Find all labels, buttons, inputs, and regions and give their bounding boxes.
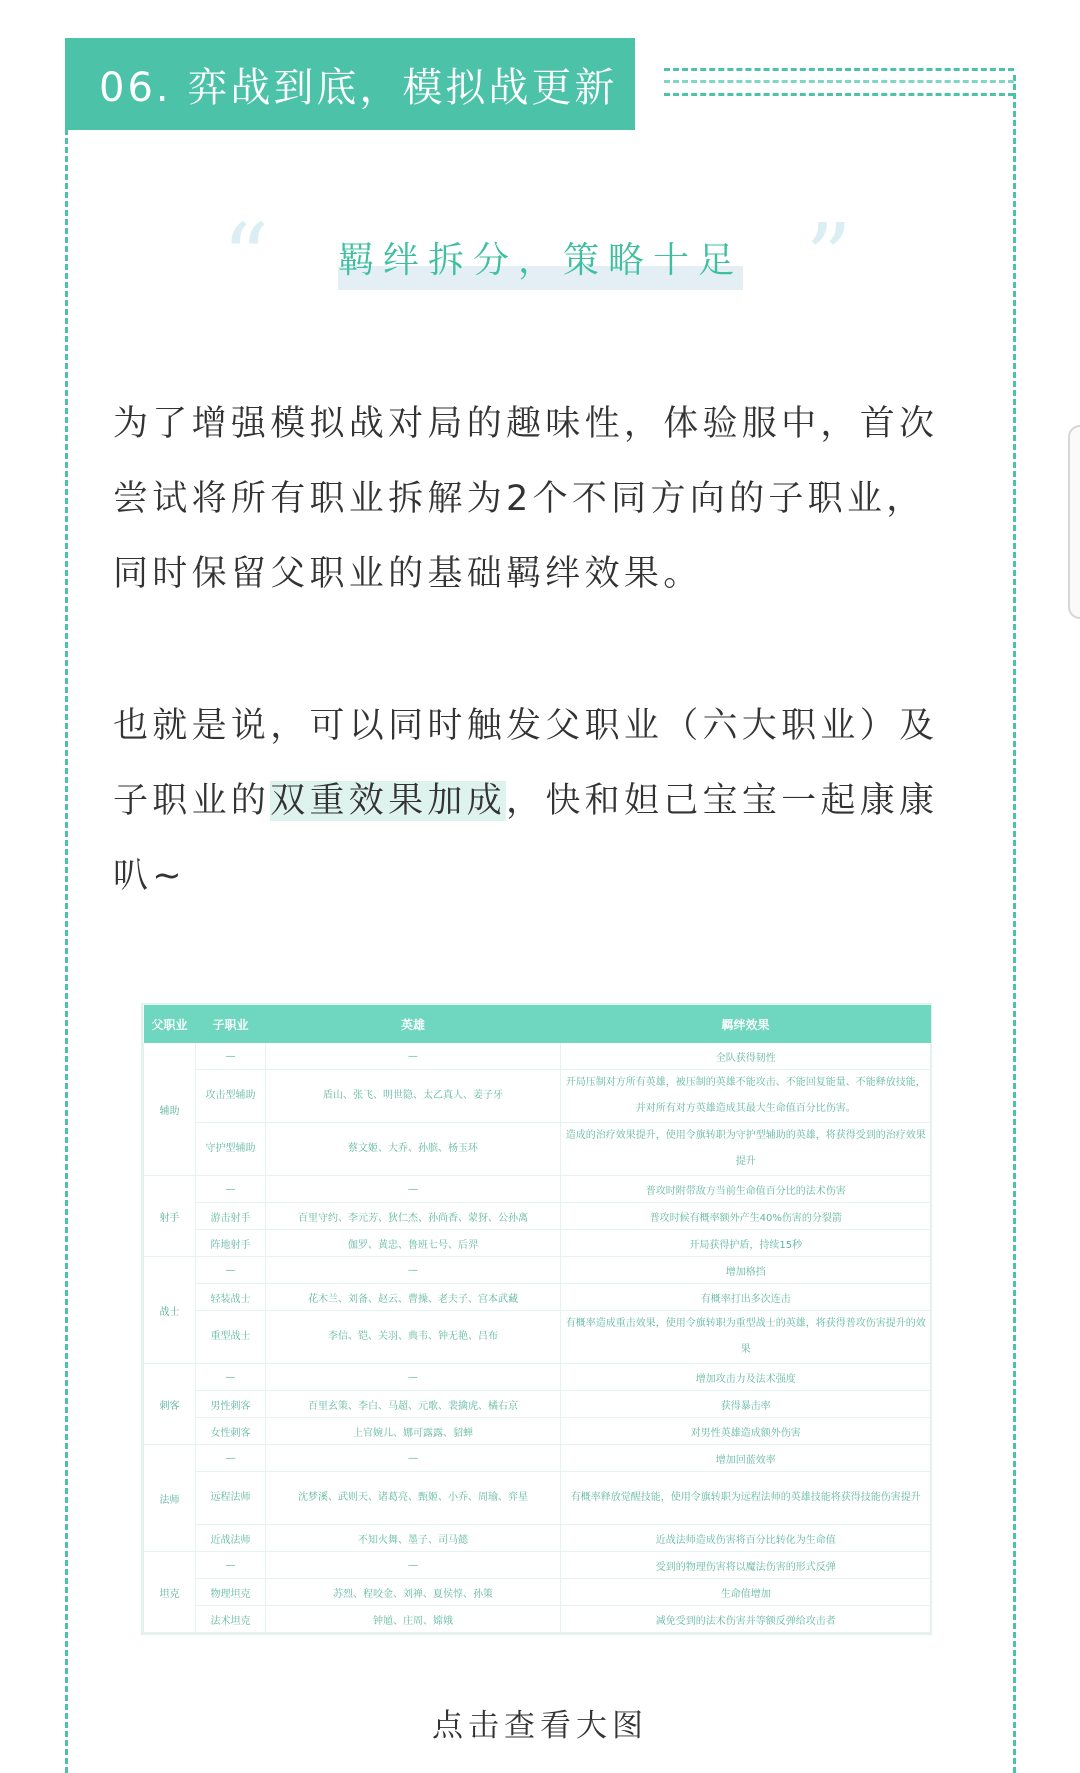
section-header [65, 38, 635, 130]
table-row [144, 1311, 931, 1364]
table-row [144, 1043, 931, 1070]
sub-cell: 法术坦克 [196, 1606, 266, 1633]
heroes-cell: 钟馗、庄周、嫦娥 [266, 1606, 561, 1633]
table-row [144, 1552, 931, 1579]
table-row [144, 1176, 931, 1203]
sub-cell: 物理坦克 [196, 1579, 266, 1606]
parent-class-cell: 射手 [144, 1176, 196, 1257]
heroes-cell: 上官婉儿、娜可露露、貂蝉 [266, 1418, 561, 1445]
bond-table-image[interactable] [141, 1003, 932, 1635]
table-row [144, 1391, 931, 1418]
sub-cell: 守护型辅助 [196, 1123, 266, 1176]
sub-cell: — [196, 1364, 266, 1391]
table-row [144, 1230, 931, 1257]
sub-cell: — [196, 1176, 266, 1203]
effect-cell: 获得暴击率 [561, 1391, 931, 1418]
header-bond-effect: 羁绊效果 [561, 1005, 931, 1043]
effect-cell: 有概率造成重击效果，使用令旗转职为重型战士的英雄，将获得普攻伤害提升的效果 [561, 1311, 931, 1364]
table-row [144, 1525, 931, 1552]
sub-cell: 近战法师 [196, 1525, 266, 1552]
sub-cell: 重型战士 [196, 1311, 266, 1364]
paragraph-text: 子职业的 [113, 781, 271, 821]
effect-cell: 增加回蓝效率 [561, 1445, 931, 1472]
paragraph-text: ，快和妲己宝宝一起康康 [506, 781, 939, 821]
header-sub-class: 子职业 [196, 1005, 266, 1043]
open-quote-icon: “ [222, 204, 270, 311]
dashed-frame-top-middle [664, 80, 1014, 83]
heroes-cell: — [266, 1552, 561, 1579]
parent-class-cell: 刺客 [144, 1364, 196, 1445]
scroll-handle[interactable] [1068, 425, 1080, 619]
sub-cell: — [196, 1552, 266, 1579]
heroes-cell: — [266, 1364, 561, 1391]
effect-cell: 普攻时附带敌方当前生命值百分比的法术伤害 [561, 1176, 931, 1203]
table-row [144, 1445, 931, 1472]
paragraph-line: 叭~ [113, 856, 186, 896]
table-row [144, 1070, 931, 1123]
bond-table [143, 1005, 931, 1633]
subtitle-block [338, 232, 743, 292]
heroes-cell: 沈梦溪、武则天、诸葛亮、甄姬、小乔、周瑜、弈星 [266, 1472, 561, 1525]
sub-cell: 攻击型辅助 [196, 1070, 266, 1123]
parent-class-cell: 辅助 [144, 1043, 196, 1176]
paragraph-line: 同时保留父职业的基础羁绊效果。 [113, 554, 703, 594]
dashed-frame-left [65, 120, 68, 1773]
heroes-cell: 苏烈、程咬金、刘禅、夏侯惇、孙策 [266, 1579, 561, 1606]
sub-cell: — [196, 1043, 266, 1070]
highlighted-text: 双重效果加成 [270, 781, 507, 821]
effect-cell: 增加格挡 [561, 1257, 931, 1284]
sub-cell: 女性刺客 [196, 1418, 266, 1445]
heroes-cell: — [266, 1257, 561, 1284]
effect-cell: 造成的治疗效果提升，使用令旗转职为守护型辅助的英雄，将获得受到的治疗效果提升 [561, 1123, 931, 1176]
effect-cell: 有概率释放觉醒技能，使用令旗转职为远程法师的英雄技能将获得技能伤害提升 [561, 1472, 931, 1525]
table-row [144, 1123, 931, 1176]
sub-cell: 男性刺客 [196, 1391, 266, 1418]
effect-cell: 受到的物理伤害将以魔法伤害的形式反弹 [561, 1552, 931, 1579]
sub-cell: 轻装战士 [196, 1284, 266, 1311]
table-header-row [144, 1005, 931, 1043]
sub-cell: — [196, 1445, 266, 1472]
view-large-image-link[interactable]: 点击查看大图 [432, 1708, 648, 1744]
heroes-cell: 花木兰、刘备、赵云、曹操、老夫子、宫本武藏 [266, 1284, 561, 1311]
table-row [144, 1203, 931, 1230]
parent-class-cell: 坦克 [144, 1552, 196, 1633]
table-row [144, 1257, 931, 1284]
heroes-cell: 伽罗、黄忠、鲁班七号、后羿 [266, 1230, 561, 1257]
paragraph-detail [113, 689, 973, 914]
table-row [144, 1364, 931, 1391]
parent-class-cell: 法师 [144, 1445, 196, 1552]
effect-cell: 近战法师造成伤害将百分比转化为生命值 [561, 1525, 931, 1552]
table-row [144, 1579, 931, 1606]
paragraph-line: 也就是说，可以同时触发父职业（六大职业）及 [113, 706, 939, 746]
table-body [144, 1043, 931, 1633]
heroes-cell: 李信、铠、关羽、典韦、钟无艳、吕布 [266, 1311, 561, 1364]
paragraph-intro [113, 387, 973, 612]
effect-cell: 开局获得护盾，持续15秒 [561, 1230, 931, 1257]
effect-cell: 增加攻击力及法术强度 [561, 1364, 931, 1391]
heroes-cell: — [266, 1445, 561, 1472]
effect-cell: 开局压制对方所有英雄，被压制的英雄不能攻击、不能回复能量、不能释放技能，并对所有对方英雄造成其最大生命值百分比伤害。 [561, 1070, 931, 1123]
effect-cell: 减免受到的法术伤害并等额反弹给攻击者 [561, 1606, 931, 1633]
sub-cell: 阵地射手 [196, 1230, 266, 1257]
effect-cell: 生命值增加 [561, 1579, 931, 1606]
heroes-cell: 百里玄策、李白、马超、元歌、裴擒虎、橘右京 [266, 1391, 561, 1418]
sub-cell: 远程法师 [196, 1472, 266, 1525]
table-row [144, 1284, 931, 1311]
table-row [144, 1418, 931, 1445]
effect-cell: 有概率打出多次连击 [561, 1284, 931, 1311]
header-heroes: 英雄 [266, 1005, 561, 1043]
effect-cell: 对男性英雄造成额外伤害 [561, 1418, 931, 1445]
close-quote-icon: ” [805, 204, 853, 311]
effect-cell: 全队获得韧性 [561, 1043, 931, 1070]
sub-cell: 游击射手 [196, 1203, 266, 1230]
heroes-cell: 蔡文姬、大乔、孙膑、杨玉环 [266, 1123, 561, 1176]
heroes-cell: — [266, 1176, 561, 1203]
sub-cell: — [196, 1257, 266, 1284]
subtitle: 羁绊拆分，策略十足 [338, 240, 744, 281]
paragraph-line [113, 764, 973, 839]
table-row [144, 1472, 931, 1525]
effect-cell: 普攻时候有概率额外产生40%伤害的分裂箭 [561, 1203, 931, 1230]
paragraph-line: 为了增强模拟战对局的趣味性，体验服中，首次 [113, 404, 939, 444]
heroes-cell: 盾山、张飞、明世隐、太乙真人、姜子牙 [266, 1070, 561, 1123]
heroes-cell: 不知火舞、墨子、司马懿 [266, 1525, 561, 1552]
header-parent-class: 父职业 [144, 1005, 196, 1043]
section-title: 06. 弈战到底，模拟战更新 [99, 64, 618, 111]
parent-class-cell: 战士 [144, 1257, 196, 1364]
paragraph-line: 尝试将所有职业拆解为2个不同方向的子职业， [113, 479, 926, 519]
heroes-cell: 百里守约、李元芳、狄仁杰、孙尚香、蒙犽、公孙离 [266, 1203, 561, 1230]
dashed-frame-right [1013, 75, 1016, 1773]
heroes-cell: — [266, 1043, 561, 1070]
table-row [144, 1606, 931, 1633]
